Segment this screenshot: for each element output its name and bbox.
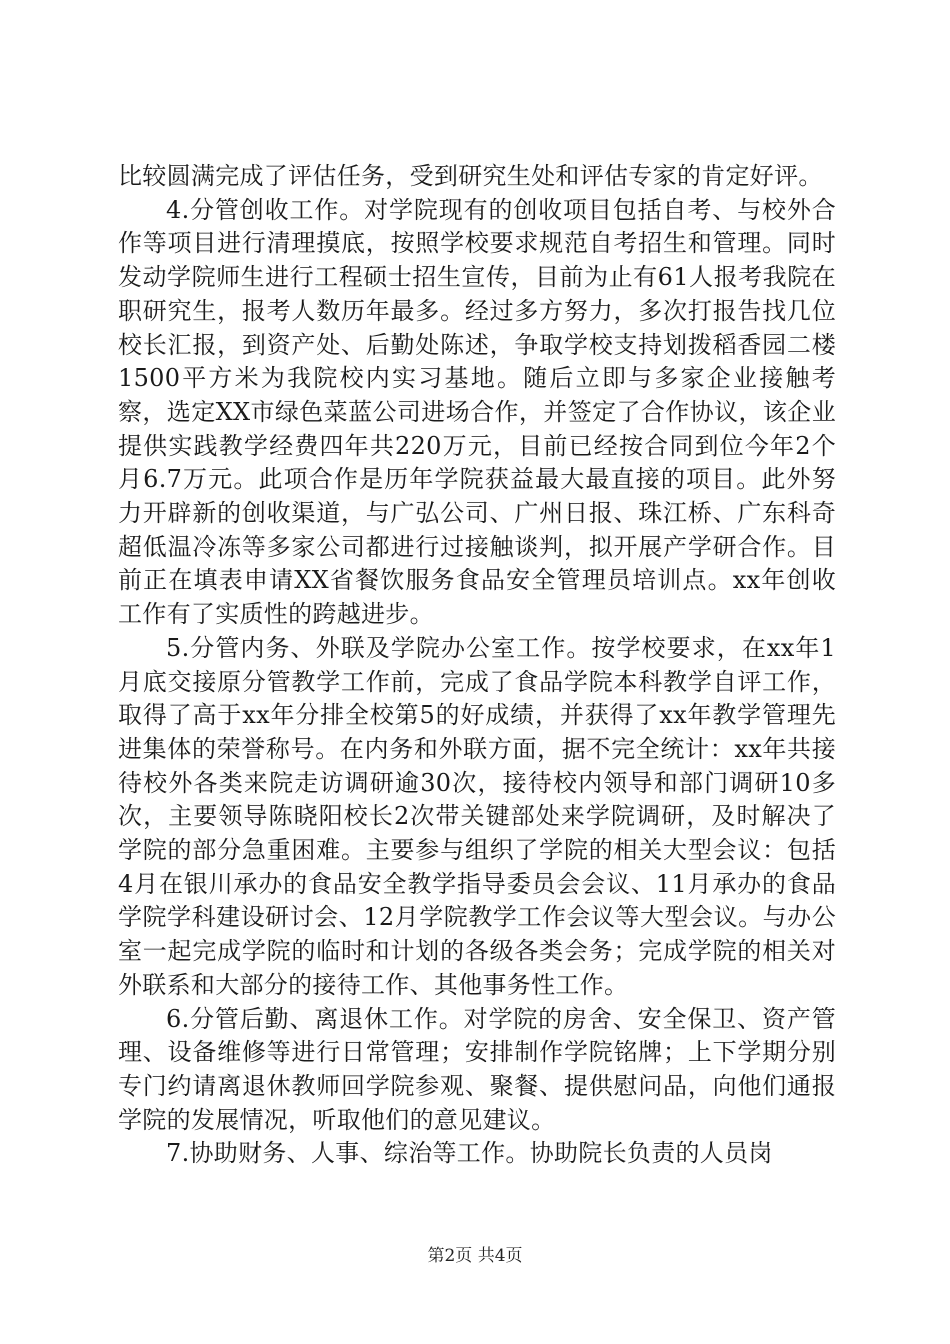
paragraph-revenue-work: 4.分管创收工作。对学院现有的创收项目包括自考、与校外合作等项目进行清理摸底，按照学校要求规范自考招生和管理。同时发动学院师生进行工程硕士招生宣传，目前为止有61人报考我院在职研究生，报考人数历年最多。经过多方努力，多次打报告找几位校长汇报，到资产处、后勤处陈述，争取学校支持划拨稻香园二楼1500平方米为我院校内实习基地。随后立即与多家企业接触考察，选定XX市绿色菜蓝公司进场合作，并签定了合作协议，该企业提供实践教学经费四年共220万元，目前已经按合同到位今年2个月6.7万元。此项合作是历年学院获益最大最直接的项目。此外努力开辟新的创收渠道，与广弘公司、广州日报、珠江桥、广东科奇超低温冷冻等多家公司都进行过接触谈判，拟开展产学研合作。目前正在填表申请XX省餐饮服务食品安全管理员培训点。xx年创收工作有了实质性的跨越进步。 <box>118 195 836 629</box>
page-number-footer: 第2页 共4页 <box>427 1246 523 1266</box>
paragraph-finance-personnel: 7.协助财务、人事、综治等工作。协助院长负责的人员岗 <box>166 1139 773 1168</box>
paragraph-logistics-retirement: 6.分管后勤、离退休工作。对学院的房舍、安全保卫、资产管理、设备维修等进行日常管理；安排制作学院铭牌；上下学期分别专门约请离退休教师回学院参观、聚餐、提供慰问品，向他们通报学院的发展情况，听取他们的意见建议。 <box>118 1004 836 1134</box>
paragraph-office-work: 5.分管内务、外联及学院办公室工作。按学校要求，在xx年1月底交接原分管教学工作前，完成了食品学院本科教学自评工作，取得了高于xx年分排全校第5的好成绩，并获得了xx年教学管理先进集体的荣誉称号。在内务和外联方面，据不完全统计：xx年共接待校外各类来院走访调研逾30次，接待校内领导和部门调研10多次，主要领导陈晓阳校长2次带关键部处来学院调研，及时解决了学院的部分急重困难。主要参与组织了学院的相关大型会议：包括4月在银川承办的食品安全教学指导委员会会议、11月承办的食品学院学科建设研讨会、12月学院教学工作会议等大型会议。与办公室一起完成学院的临时和计划的各级各类会务；完成学院的相关对外联系和大部分的接待工作、其他事务性工作。 <box>118 633 836 999</box>
document-body <box>118 160 836 1171</box>
paragraph-evaluation-continued: 比较圆满完成了评估任务，受到研究生处和评估专家的肯定好评。 <box>118 162 823 190</box>
